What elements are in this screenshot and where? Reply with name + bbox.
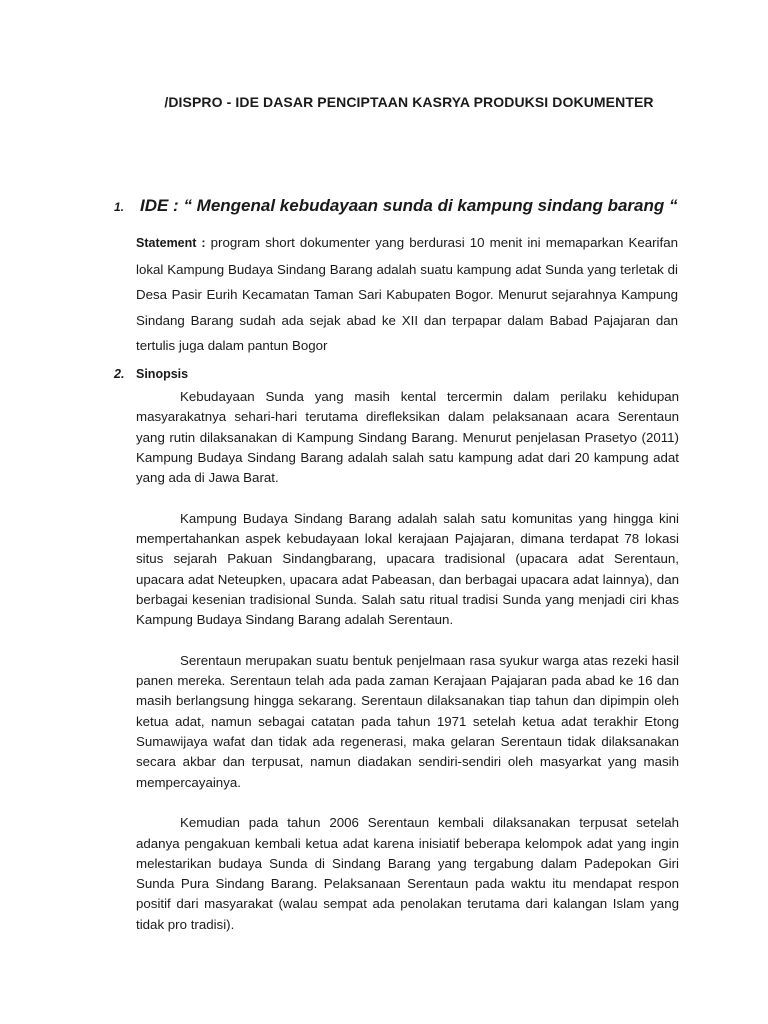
- section-number: 1.: [114, 200, 125, 214]
- section-synopsis-heading: [114, 367, 684, 381]
- section-idea: [114, 196, 684, 359]
- synopsis-heading-row: [114, 367, 684, 381]
- synopsis-paragraph: Kampung Budaya Sindang Barang adalah salah satu komunitas yang hingga kini mempertahankan aspek kebudayaan lokal kerajaan Pajajaran, dimana terdapat 78 lokasi situs sejarah Pakuan Sindangbarang, upacara tradisional (upacara adat Serentaun, upacara adat Neteupken, upacara adat Pabeasan, dan berbagai upacara adat lainnya), dan berbagai kesenian tradisional Sunda. Salah satu ritual tradisi Sunda yang menjadi ciri khas Kampung Budaya Sindang Barang adalah Serentaun.: [136, 510, 679, 628]
- idea-heading-row: [114, 196, 684, 216]
- synopsis-paragraph: Serentaun merupakan suatu bentuk penjelmaan rasa syukur warga atas rezeki hasil panen mereka. Serentaun telah ada pada zaman Kerajaan Pajajaran pada abad ke 16 dan masih berlangsung hingga sekarang. Serentaun dilaksanakan tiap tahun dan dipimpin oleh ketua adat, namun sebagai catatan pada tahun 1971 setelah ketua adat terakhir Etong Sumawijaya wafat dan tidak ada regenerasi, maka gelaran Serentaun tidak dilaksanakan secara akbar dan terpusat, namun diadakan sendiri-sendiri oleh masyarkat yang masih mempercayainya.: [136, 652, 679, 790]
- synopsis-body: [136, 387, 679, 955]
- synopsis-paragraph: Kebudayaan Sunda yang masih kental tercermin dalam perilaku kehidupan masyarakatnya sehari-hari terutama direfleksikan dalam pelaksanaan acara Serentaun yang rutin dilaksanakan di Kampung Sindang Barang. Menurut penjelasan Prasetyo (2011) Kampung Budaya Sindang Barang adalah salah satu kampung adat dari 20 kampung adat yang ada di Jawa Barat.: [136, 389, 679, 486]
- statement-label: Statement :: [136, 236, 206, 250]
- section-number: 2.: [114, 367, 125, 381]
- synopsis-heading: Sinopsis: [136, 367, 189, 381]
- statement-text: program short dokumenter yang berdurasi 10 menit ini memaparkan Kearifan lokal Kampung Budaya Sindang Barang adalah suatu kampung adat Sunda yang terletak di Desa Pasir Eurih Kecamatan Taman Sari Kabupaten Bogor. Menurut sejarahnya Kampung Sindang Barang sudah ada sejak abad ke XII dan terpapar dalam Babad Pajajaran dan tertulis juga dalam pantun Bogor: [136, 235, 678, 353]
- statement-paragraph: [136, 230, 678, 359]
- synopsis-paragraph: Kemudian pada tahun 2006 Serentaun kembali dilaksanakan terpusat setelah adanya pengakuan kembali ketua adat karena inisiatif beberapa kelompok adat yang ingin melestarikan budaya Sunda di Sindang Barang yang tergabung dalam Padepokan Giri Sunda Pura Sindang Barang. Pelaksanaan Serentaun pada waktu itu mendapat respon positif dari masyarakat (walau sempat ada penolakan terutama dari kalangan Islam yang tidak pro tradisi).: [136, 815, 679, 932]
- document-title: /DISPRO - IDE DASAR PENCIPTAAN KASRYA PRODUKSI DOKUMENTER: [164, 94, 654, 110]
- idea-heading: IDE : “ Mengenal kebudayaan sunda di kampung sindang barang “: [140, 196, 678, 215]
